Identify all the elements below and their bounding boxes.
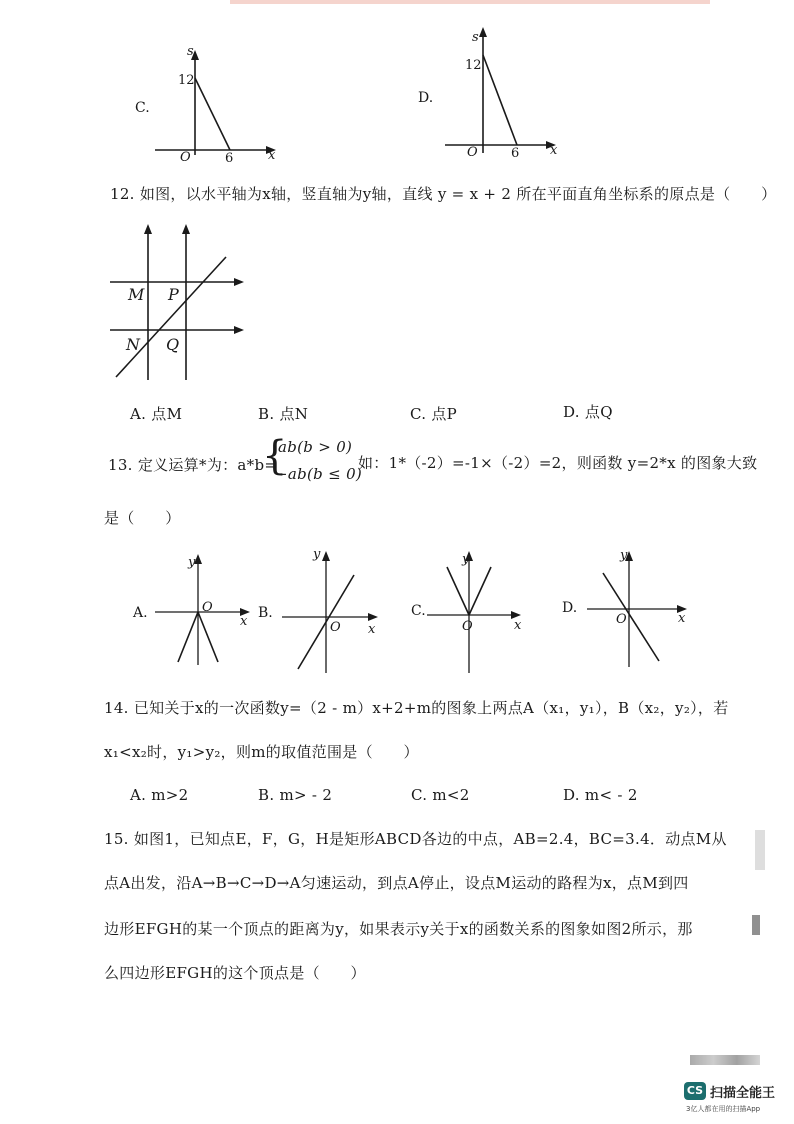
graph-c-origin: O	[180, 150, 191, 165]
camscanner-tagline: 3亿人都在用的扫描App	[686, 1105, 761, 1113]
q14-line1: 14. 已知关于x的一次函数y=（2 - m）x+2+m的图象上两点A（x₁，y₁），B（x₂，y₂），若	[104, 699, 729, 717]
graph-d-y-tick: 12	[465, 58, 482, 73]
q12-point-q: Q	[166, 335, 180, 354]
q13-c-origin: O	[462, 619, 473, 634]
q12-point-m: M	[128, 285, 145, 304]
graph-c	[150, 40, 280, 170]
q12-point-n: N	[126, 335, 140, 354]
graph-d-x-label: x	[550, 143, 558, 158]
q13-option-c: C.	[411, 603, 426, 619]
q13-a-x: x	[240, 614, 248, 629]
q13-d-y: y	[620, 548, 628, 563]
camscanner-brand: 扫描全能王	[710, 1086, 776, 1101]
option-d-label: D.	[418, 90, 434, 106]
graph-c-x-label: x	[268, 148, 276, 163]
q15-line3: 边形EFGH的某一个顶点的距离为y，如果表示y关于x的函数关系的图象如图2所示，那	[104, 920, 693, 938]
q13-case1: ab(b > 0)	[278, 438, 353, 456]
q13-b-y: y	[313, 547, 321, 562]
q13-option-d: D.	[562, 600, 578, 616]
q15-line1: 15. 如图1，已知点E，F，G，H是矩形ABCD各边的中点，AB=2.4，BC=3.4．动点M从	[104, 830, 727, 848]
graph-d-s-label: s	[472, 30, 479, 45]
q13-b-origin: O	[330, 620, 341, 635]
q13-d-x: x	[678, 611, 686, 626]
q12-option-b: B. 点N	[258, 405, 309, 423]
q13-line2: 是（ ）	[104, 509, 181, 527]
q13-c-x: x	[514, 618, 522, 633]
graph-c-s-label: s	[187, 44, 194, 59]
graph-c-y-tick: 12	[178, 73, 195, 88]
graph-c-x-tick: 6	[225, 151, 234, 166]
q13-option-b: B.	[258, 605, 273, 621]
q13-graph-c	[425, 545, 535, 675]
q13-option-a: A.	[133, 605, 148, 621]
q13-c-y: y	[462, 552, 470, 567]
q13-a-origin: O	[202, 600, 213, 615]
q12-stem: 12. 如图，以水平轴为x轴，竖直轴为y轴，直线 y = x + 2 所在平面直角坐标系的原点是（ ）	[110, 185, 777, 203]
q14-option-b: B. m> - 2	[258, 786, 333, 804]
q13-graph-d	[585, 545, 695, 670]
q13-graph-b	[280, 545, 390, 675]
scan-edge-mark	[752, 915, 760, 935]
option-c-label: C.	[135, 100, 150, 116]
q13-prefix: 13. 定义运算*为：a*b=	[108, 456, 278, 474]
top-color-strip	[230, 0, 710, 4]
q14-option-c: C. m<2	[411, 786, 470, 804]
q15-line4: 么四边形EFGH的这个顶点是（ ）	[104, 964, 366, 982]
scan-edge-shadow	[755, 830, 765, 870]
graph-d-origin: O	[467, 145, 478, 160]
scan-smudge	[690, 1055, 760, 1065]
q12-option-c: C. 点P	[410, 405, 458, 423]
q12-point-p: P	[168, 285, 179, 304]
camscanner-logo-icon: CS	[684, 1082, 706, 1100]
q14-option-d: D. m< - 2	[563, 786, 638, 804]
q14-line2: x₁<x₂时，y₁>y₂，则m的取值范围是（ ）	[104, 743, 419, 761]
q13-b-x: x	[368, 622, 376, 637]
q13-a-y: y	[188, 555, 196, 570]
q13-brace: {	[262, 433, 288, 479]
q14-option-a: A. m>2	[130, 786, 189, 804]
graph-d-x-tick: 6	[511, 146, 520, 161]
q13-d-origin: O	[616, 612, 627, 627]
q13-case2: −ab(b ≤ 0)	[275, 465, 363, 483]
q15-line2: 点A出发，沿A→B→C→D→A匀速运动，到点A停止，设点M运动的路程为x，点M到四	[104, 874, 689, 892]
q12-option-a: A. 点M	[130, 405, 183, 423]
q13-suffix: 如：1*（-2）=-1×（-2）=2，则函数 y=2*x 的图象大致	[358, 454, 758, 472]
q12-option-d: D. 点Q	[563, 403, 613, 421]
